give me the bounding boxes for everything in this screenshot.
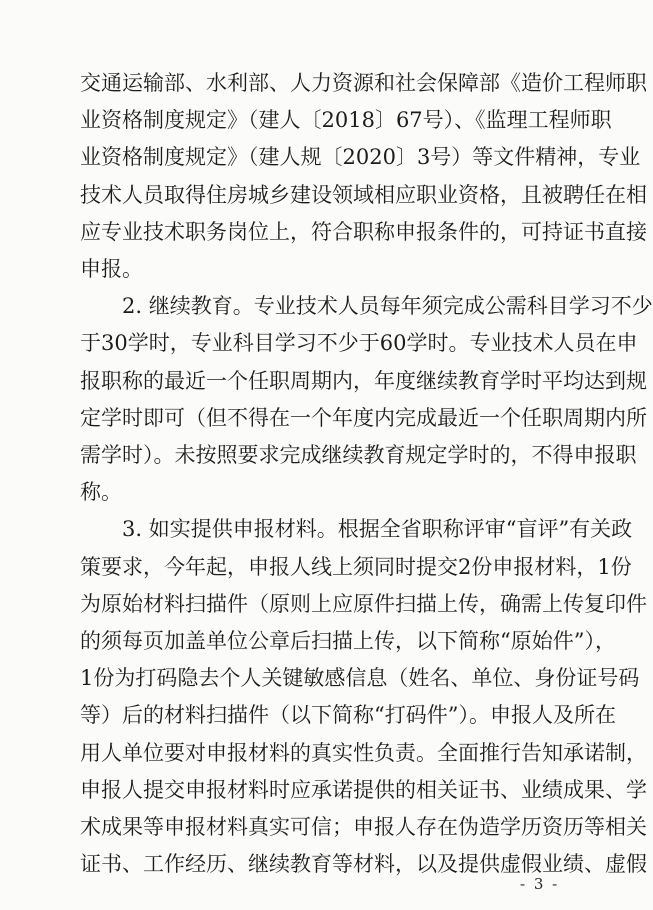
text-line: 的须每页加盖单位公章后扫描上传，以下简称“原始件”）， [80,629,616,653]
paragraph-heading-line: 3. 如实提供申报材料。根据全省职称评审“盲评”有关政 [122,517,633,542]
text-line: 用人单位要对申报材料的真实性负责。全面推行告知承诺制， [80,740,647,765]
paragraph-heading-line: 2. 继续教育。专业技术人员每年须完成公需科目学习不少 [122,294,653,319]
text-line: 策要求，今年起，申报人线上须同时提交2份申报材料，1份 [80,554,632,579]
text-line: 申报。 [80,257,143,281]
text-line: 称。 [80,480,122,505]
text-line: 业资格制度规定》（建人规〔2020〕3号）等文件精神，专业 [80,145,641,170]
text-line: 申报人提交申报材料时应承诺提供的相关证书、业绩成果、学 [80,777,647,802]
text-line: 1份为打码隐去个人关键敏感信息（姓名、单位、身份证号码 [80,666,640,691]
text-line: 于30学时，专业科目学习不少于60学时。专业技术人员在申 [80,331,638,356]
text-line: 等）后的材料扫描件（以下简称“打码件”）。申报人及所在 [80,703,616,728]
text-line: 需学时）。未按照要求完成继续教育规定学时的，不得申报职 [80,443,637,467]
text-line: 术成果等申报材料真实可信；申报人存在伪造学历资历等相关 [80,815,647,839]
text-line: 技术人员取得住房城乡建设领域相应职业资格，且被聘任在相 [80,182,647,207]
text-line: 定学时即可（但不得在一个年度内完成最近一个任职周期内所 [80,405,647,430]
text-line: 为原始材料扫描件（原则上应原件扫描上传，确需上传复印件 [80,591,647,616]
text-line: 报职称的最近一个任职周期内，年度继续教育学时平均达到规 [80,368,647,393]
text-line: 证书、工作经历、继续教育等材料，以及提供虚假业绩、虚假 [80,852,647,877]
text-line: 应专业技术职务岗位上，符合职称申报条件的，可持证书直接 [80,219,647,244]
text-line: 业资格制度规定》（建人〔2018〕67号）、《监理工程师职 [80,108,612,133]
text-line: 交通运输部、水利部、人力资源和社会保障部《造价工程师职 [80,71,647,95]
page-number: - 3 - [520,875,560,893]
